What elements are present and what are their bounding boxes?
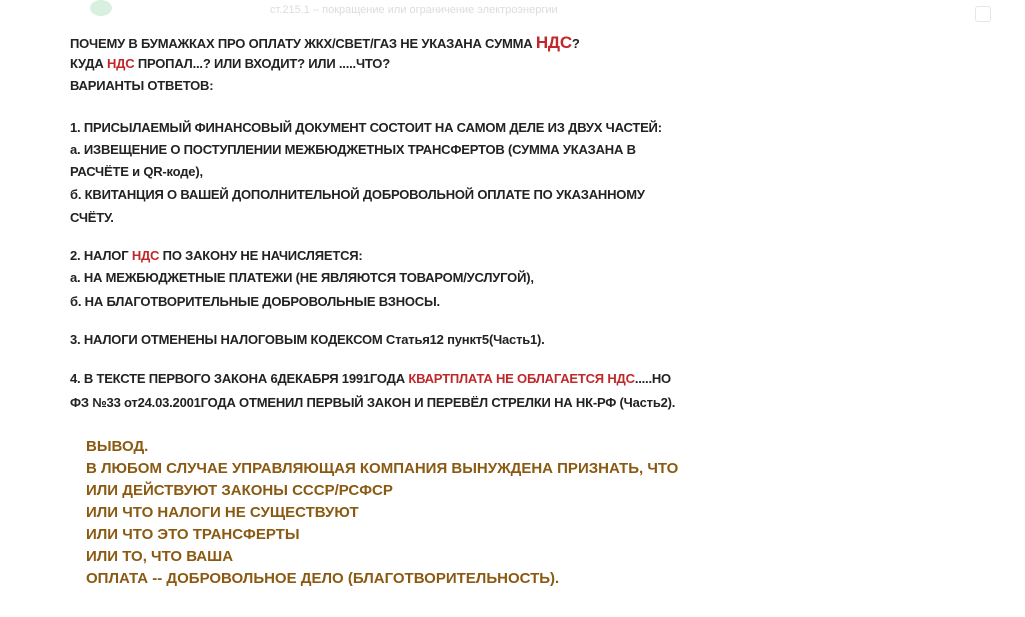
conclusion-line-6: ИЛИ ТО, ЧТО ВАША [86,548,234,565]
item-1-line-3: РАСЧЁТЕ и QR-коде), [70,164,203,179]
item-2-line-2: а. НА МЕЖБЮДЖЕТНЫЕ ПЛАТЕЖИ (НЕ ЯВЛЯЮТСЯ ТОВАРОМ/УСЛУГОЙ), [70,270,534,285]
item-2-line-3: б. НА БЛАГОТВОРИТЕЛЬНЫЕ ДОБРОВОЛЬНЫЕ ВЗНОСЫ. [70,294,440,309]
item-1-line-4: б. КВИТАНЦИЯ О ВАШЕЙ ДОПОЛНИТЕЛЬНОЙ ДОБРОВОЛЬНОЙ ОПЛАТЕ ПО УКАЗАННОМУ [70,187,645,202]
conclusion-line-7: ОПЛАТА -- ДОБРОВОЛЬНОЕ ДЕЛО (БЛАГОТВОРИТЕЛЬНОСТЬ). [86,570,560,587]
item-3-line-1: 3. НАЛОГИ ОТМЕНЕНЫ НАЛОГОВЫМ КОДЕКСОМ Статья12 пункт5(Часть1). [70,332,545,347]
item-2-line-1: 2. НАЛОГ НДС ПО ЗАКОНУ НЕ НАЧИСЛЯЕТСЯ: [70,248,363,263]
nds-highlight: НДС [535,33,572,52]
item-1-line-2: а. ИЗВЕЩЕНИЕ О ПОСТУПЛЕНИИ МЕЖБЮДЖЕТНЫХ ТРАНСФЕРТОВ (СУММА УКАЗАНА В [70,142,636,157]
conclusion-line-2: В ЛЮБОМ СЛУЧАЕ УПРАВЛЯЮЩАЯ КОМПАНИЯ ВЫНУЖДЕНА ПРИЗНАТЬ, ЧТО [86,460,679,477]
conclusion-line-4: ИЛИ ЧТО НАЛОГИ НЕ СУЩЕСТВУЮТ [86,504,359,521]
item-4-line-1: 4. В ТЕКСТЕ ПЕРВОГО ЗАКОНА 6ДЕКАБРЯ 1991ГОДА КВАРТПЛАТА НЕ ОБЛАГАЕТСЯ НДС.....НО [70,371,671,386]
header-line-1: ПОЧЕМУ В БУМАЖКАХ ПРО ОПЛАТУ ЖКХ/СВЕТ/ГАЗ НЕ УКАЗАНА СУММА НДС? [70,33,580,52]
conclusion-line-5: ИЛИ ЧТО ЭТО ТРАНСФЕРТЫ [86,526,300,543]
background-caption: ст.215.1 – покращение или ограничение электроэнергии [270,4,558,16]
item-4-line-2: ФЗ №33 от24.03.2001ГОДА ОТМЕНИЛ ПЕРВЫЙ ЗАКОН И ПЕРЕВЁЛ СТРЕЛКИ НА НК-РФ (Часть2). [70,395,676,410]
answers-heading: ВАРИАНТЫ ОТВЕТОВ: [70,78,214,93]
nds-highlight: НДС [106,56,135,71]
red-highlight: КВАРТПЛАТА НЕ ОБЛАГАЕТСЯ НДС [408,371,635,386]
header-line-2: КУДА НДС ПРОПАЛ...? ИЛИ ВХОДИТ? ИЛИ .....ЧТО? [70,56,390,71]
corner-box-icon [975,6,991,22]
conclusion-line-1: ВЫВОД. [86,438,149,455]
nds-highlight: НДС [131,248,160,263]
item-1-line-5: СЧЁТУ. [70,210,114,225]
item-1-line-1: 1. ПРИСЫЛАЕМЫЙ ФИНАНСОВЫЙ ДОКУМЕНТ СОСТОИТ НА САМОМ ДЕЛЕ ИЗ ДВУХ ЧАСТЕЙ: [70,120,662,135]
app-icon [90,0,112,16]
conclusion-line-3: ИЛИ ДЕЙСТВУЮТ ЗАКОНЫ СССР/РСФСР [86,482,393,499]
